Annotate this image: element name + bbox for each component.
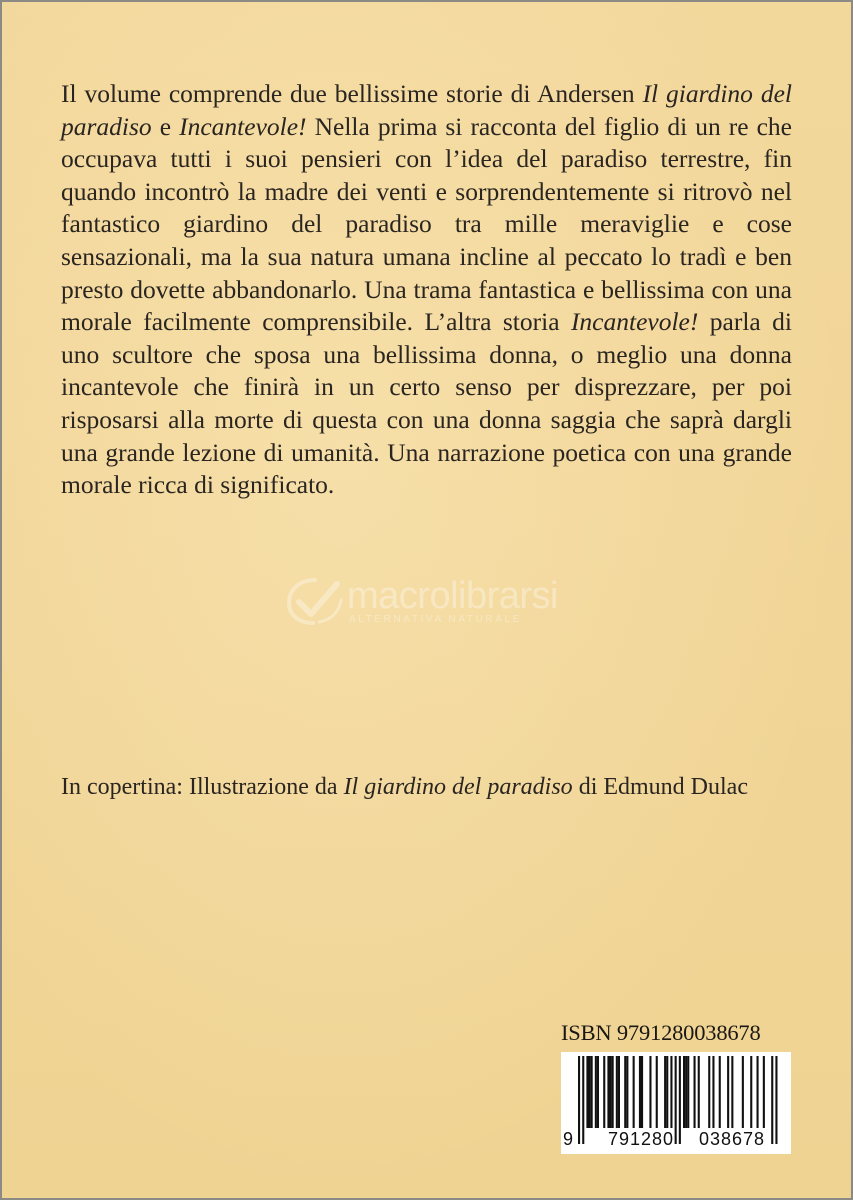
credit-book-title: Il giardino del paradiso — [343, 774, 573, 800]
leaf-check-icon — [285, 576, 345, 626]
barcode-bar — [664, 1056, 666, 1128]
watermark-brand-name: macrolibrarsi — [347, 575, 558, 617]
barcode-bar — [750, 1056, 752, 1128]
barcode-bar — [597, 1056, 599, 1128]
description-text: e — [151, 111, 180, 141]
barcode-right-digits: 038678 — [699, 1129, 766, 1149]
barcode-bar — [757, 1056, 759, 1128]
description-text: Il volume comprende due bellissime storie di Andersen — [61, 79, 643, 108]
macrolibrarsi-watermark — [285, 574, 585, 630]
barcode-bar — [591, 1056, 593, 1128]
credit-text: In copertina: Illustrazione da — [61, 774, 344, 800]
barcode-bar — [775, 1056, 777, 1144]
barcode-bar — [683, 1056, 685, 1128]
barcode — [561, 1052, 791, 1154]
barcode-bar — [610, 1056, 612, 1128]
story-title-incantevole: Incantevole! — [570, 307, 699, 337]
barcode-bar — [712, 1056, 714, 1128]
barcode-bar — [675, 1056, 677, 1144]
barcode-bar — [666, 1056, 668, 1128]
barcode-bar — [679, 1056, 681, 1144]
barcode-bar — [656, 1056, 658, 1128]
barcode-bar — [603, 1056, 605, 1128]
isbn-block — [561, 1020, 793, 1149]
isbn-label: ISBN 9791280038678 — [561, 1020, 761, 1045]
barcode-bar — [616, 1056, 618, 1128]
barcode-bar — [731, 1056, 733, 1128]
barcode-bar — [626, 1056, 628, 1128]
barcode-left-digits: 791280 — [608, 1129, 675, 1149]
barcode-bar — [641, 1056, 643, 1128]
barcode-bar — [578, 1056, 580, 1144]
story-title-giardino: Il giardino del paradiso — [61, 79, 792, 141]
barcode-bar — [649, 1056, 651, 1128]
barcode-bar — [727, 1056, 729, 1128]
barcode-bar — [589, 1056, 591, 1128]
description-text: Nella prima si racconta del figlio di un re che occupava tutti i suoi pensieri con l’idea del paradiso terrestre, fin quando incontrò la madre dei venti e sorprendentemente si ritrovò nel fantastico giardino del paradiso tra mille meraviglie e cose sensazionali, ma la sua natura umana incline al peccato lo tradì e ben presto dovette abbandonarlo. Una trama fantastica e bellissima con una morale facilmente comprensibile. L’altra storia — [61, 111, 792, 337]
barcode-bar — [633, 1056, 635, 1128]
book-description — [61, 78, 792, 502]
cover-illustration-credit — [61, 772, 748, 802]
barcode-bar — [582, 1056, 584, 1144]
story-title-incantevole: Incantevole! — [179, 111, 307, 141]
barcode-bar — [771, 1056, 773, 1144]
barcode-bar — [694, 1056, 696, 1128]
barcode-bar — [742, 1056, 744, 1128]
barcode-bar — [618, 1056, 620, 1128]
barcode-bar — [586, 1056, 588, 1128]
barcode-first-digit: 9 — [563, 1129, 574, 1149]
barcode-bar — [687, 1056, 689, 1128]
barcode-bar — [708, 1056, 710, 1128]
barcode-bar — [685, 1056, 687, 1128]
barcode-bar — [607, 1056, 609, 1128]
barcode-bar — [595, 1056, 597, 1128]
watermark-tagline: ALTERNATIVA NATURALE — [349, 614, 522, 625]
barcode-bar — [719, 1056, 721, 1128]
credit-text: di Edmund Dulac — [572, 774, 748, 800]
barcode-bar — [670, 1056, 672, 1128]
barcode-bar — [763, 1056, 765, 1128]
barcode-bar — [612, 1056, 614, 1128]
barcode-bar — [698, 1056, 700, 1128]
barcode-bar — [624, 1056, 626, 1128]
barcode-bar — [639, 1056, 641, 1128]
description-text: parla di uno scultore che sposa una bellissima donna, o meglio una donna incantevole che finirà in un certo senso per disprezzare, per poi risposarsi alla morte di questa con una donna saggia che saprà dargli una grande lezione di umanità. Una narrazione poetica con una grande morale ricca di significato. — [61, 307, 792, 500]
